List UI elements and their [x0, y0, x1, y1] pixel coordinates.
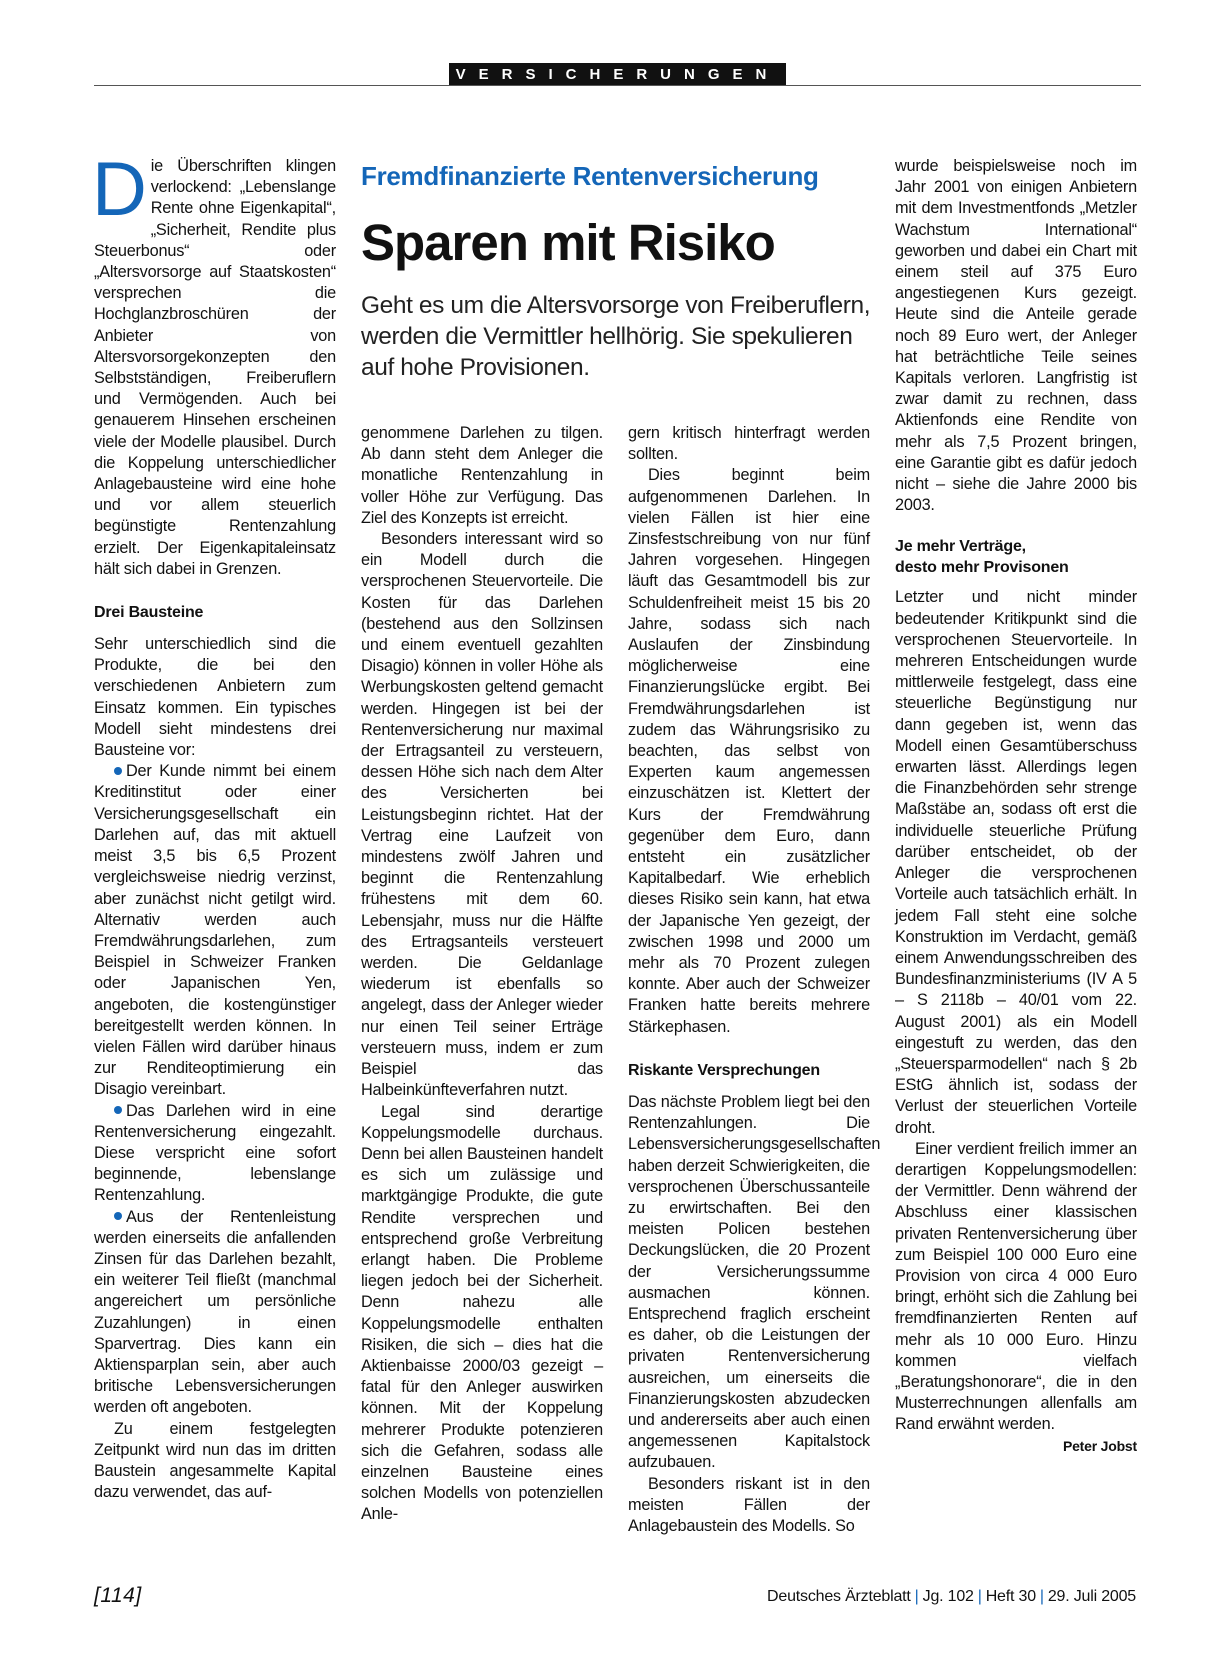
paragraph: Sehr unterschiedlich sind die Produkte, die bei den verschiedenen Anbietern zum Einsatz kommen. Ein typisches Modell sieht mindestens drei Bausteine vor:: [94, 635, 336, 760]
paragraph: Dies beginnt beim aufgenommenen Darlehen. In vielen Fällen ist hier eine Zinsfestschreibung von nur fünf Jahren vorgesehen. Hingegen läuft das Gesamtmodell bis zur Schuldenfreiheit meist 15 bis 20 Jahre, sodass sich nach Auslaufen der Zinsbindung möglicherweise eine Finanzierungslücke ergibt. Bei Fremdwährungsdarlehen ist zudem das Währungsrisiko zu beachten, das selbst von Experten kaum angemessen einzuschätzen ist. Klettert der Kurs der Fremdwährung gegenüber dem Euro, dann entsteht ein zusätzlicher Kapitalbedarf. Wie erheblich dieses Risiko sein kann, hat etwa der Japanische Yen gezeigt, der zwischen 1998 und 2000 um mehr als 70 Prozent zulegen konnte. Aber auch der Schweizer Franken hatte bereits mehrere Stärkephasen.: [628, 466, 870, 1036]
separator: |: [914, 1588, 919, 1605]
separator: |: [977, 1588, 982, 1605]
bullet-dot-icon: [114, 767, 122, 775]
article-lead: Geht es um die Altersvorsorge von Freiberuflern, werden die Vermittler hellhörig. Sie spekulieren auf hohe Provisionen.: [361, 292, 871, 381]
journal-citation: [767, 1588, 1136, 1606]
bullet-dot-icon: [114, 1212, 122, 1220]
bullet-dot-icon: [114, 1106, 122, 1114]
subheading-drei-bausteine: Drei Bausteine: [94, 604, 204, 622]
subheading-riskante-versprechungen: Riskante Versprechungen: [628, 1061, 820, 1079]
paragraph: gern kritisch hinterfragt werden sollten.: [628, 424, 870, 464]
journal-name: Deutsches Ärzteblatt: [767, 1588, 911, 1605]
column-2: [361, 423, 603, 1526]
intro-paragraph: Die Überschriften klingen verlockend: „Lebenslange Rente ohne Eigenkapital“, „Sicherheit, Rendite plus Steuerbonus“ oder „Altersvorsorge auf Staatskosten“ versprechen die Hochglanzbroschüren der Anbieter von Altersvorsorgekonzepten den Selbstständigen, Freiberuflern und Vermögenden. Auch bei genauerem Hinsehen erscheinen viele der Modelle plausibel. Durch die Koppelung unterschiedlicher Anlagebausteine wird eine hohe und vor allem steuerlich begünstigte Rentenzahlung erzielt. Der Eigenkapitaleinsatz hält sich dabei in Grenzen.: [92, 147, 336, 578]
paragraph: wurde beispielsweise noch im Jahr 2001 von einigen Anbietern mit dem Investmentfonds „Metzler Wachstum International“ geworben und dabei ein Chart mit einem steil auf 375 Euro angestiegenen Kurs gezeigt. Heute sind die Anteile gerade noch 89 Euro wert, der Anleger hat beträchtliche Teile seines Kapitals verloren. Langfristig ist zwar damit zu rechnen, dass Aktienfonds eine Rendite von mehr als 7,5 Prozent bringen, eine Garantie gibt es dafür jedoch nicht – siehe die Jahre 2000 bis 2003.: [895, 157, 1137, 515]
bullet-item: Das Darlehen wird in eine Rentenversicherung eingezahlt. Diese verspricht eine sofort beginnende, lebenslange Rentenzahlung.: [94, 1101, 336, 1205]
journal-date: 29. Juli 2005: [1047, 1588, 1136, 1605]
subheading-provisionen: Je mehr Verträge, desto mehr Provisonen: [895, 538, 1069, 577]
separator: |: [1039, 1588, 1044, 1605]
paragraph: Legal sind derartige Koppelungsmodelle durchaus. Denn bei allen Bausteinen handelt es sich um zulässige und marktgängige Produkte, die gute Rendite versprechen und entsprechend große Verbreitung erlangt haben. Die Probleme liegen jedoch bei der Sicherheit. Denn nahezu alle Koppelungsmodelle enthalten Risiken, die sich – dies hat die Aktienbaisse 2000/03 gezeigt – fatal für den Anleger auswirken können. Mit der Koppelung mehrerer Produkte potenzieren sich die Gefahren, sodass alle einzelnen Bausteine eines solchen Modells von potenziellen Anle-: [361, 1102, 603, 1524]
drop-cap: D: [92, 147, 147, 232]
header-rule: [94, 85, 1141, 86]
article-kicker: Fremdfinanzierte Rentenversicherung: [361, 161, 819, 191]
journal-issue: Heft 30: [985, 1588, 1036, 1605]
section-label: VERSICHERUNGEN: [449, 63, 786, 86]
paragraph: genommene Darlehen zu tilgen. Ab dann steht dem Anleger die monatliche Rentenzahlung in voller Höhe zur Verfügung. Das Ziel des Konzepts ist erreicht.: [361, 424, 603, 527]
paragraph: Besonders interessant wird so ein Modell durch die versprochenen Steuervorteile. Die Kosten für das Darlehen (bestehend aus den Sollzinsen und einem eventuell gezahlten Disagio) können in voller Höhe als Werbungskosten geltend gemacht werden. Hingegen ist bei der Rentenversicherung nur maximal der Ertragsanteil zu versteuern, dessen Höhe sich nach dem Alter des Versicherten bei Leistungsbeginn richtet. Hat der Vertrag eine Laufzeit von mindestens zwölf Jahren und beginnt die Rentenzahlung frühestens mit dem 60. Lebensjahr, muss nur die Hälfte des Ertragsanteils versteuert werden. Die Geldanlage wiederum ist ebenfalls so angelegt, dass der Anleger wieder nur einen Teil seiner Erträge versteuern muss, indem er zum Beispiel das Halbeinkünfteverfahren nutzt.: [361, 530, 603, 1100]
page-number: [114]: [94, 1584, 142, 1607]
paragraph: Besonders riskant ist in den meisten Fällen der Anlagebaustein des Modells. So: [628, 1474, 870, 1535]
bullet-item: Aus der Rentenleistung werden einerseits die anfallenden Zinsen für das Darlehen bezahlt, ein weiterer Teil fließt (manchmal angereichert um persönliche Zuzahlungen) in einen Sparvertrag. Dies kann ein Aktiensparplan sein, aber auch britische Lebensversicherungen werden oft angeboten.: [94, 1207, 336, 1417]
column-1: [92, 147, 336, 1503]
journal-volume: Jg. 102: [922, 1588, 974, 1605]
author-byline: Peter Jobst: [1062, 1437, 1137, 1454]
paragraph: Letzter und nicht minder bedeutender Kritikpunkt sind die versprochenen Steuervorteile. In mehreren Entscheidungen wurde mittlerweile festgelegt, dass eine steuerliche Begünstigung nur dann gegeben ist, wenn das Modell einen Gesamtüberschuss erwarten lässt. Allerdings legen die Finanzbehörden sehr strenge Maßstäbe an, sodass oft erst die individuelle steuerliche Prüfung darüber entscheidet, ob der Anleger die versprochenen Vorteile auch tatsächlich erhält. In jedem Fall steht eine solche Konstruktion im Verdacht, gemäß einem Anwendungsschreiben des Bundesfinanzministeriums (IV A 5 – S 2118b – 40/01 vom 22. August 2001) als ein Modell eingestuft zu werden, das den „Steuersparmodellen“ nach § 2b EStG ähnlich ist, sodass der Verlust der steuerlichen Vorteile droht.: [895, 588, 1137, 1137]
column-3: [628, 423, 881, 1537]
column-4: [895, 156, 1137, 1457]
paragraph: Das nächste Problem liegt bei den Rentenzahlungen. Die Lebensversicherungsgesellschaften haben derzeit Schwierigkeiten, die versprochenen Überschussanteile zu erwirtschaften. Bei den meisten Policen bestehen Deckungslücken, die 20 Prozent der Versicherungssumme ausmachen können. Entsprechend fraglich erscheint es daher, ob die Leistungen der privaten Rentenversicherung ausreichen, um einerseits die Finanzierungskosten abzudecken und andererseits aber auch einen angemessenen Kapitalstock aufzubauen.: [628, 1092, 881, 1472]
paragraph: Zu einem festgelegten Zeitpunkt wird nun das im dritten Baustein angesammelte Kapital dazu verwendet, das auf-: [94, 1419, 336, 1502]
article-title: Sparen mit Risiko: [361, 214, 775, 271]
bullet-item: Der Kunde nimmt bei einem Kreditinstitut oder einer Versicherungsgesellschaft ein Darlehen auf, das mit aktuell meist 3,5 bis 6,5 Prozent vergleichsweise niedrig verzinst, aber zunächst nicht getilgt wird. Alternativ werden auch Fremdwährungsdarlehen, zum Beispiel in Schweizer Franken oder Japanischen Yen, angeboten, die kostengünstiger bereitgestellt werden können. In vielen Fällen wird darüber hinaus zur Renditeoptimierung ein Disagio vereinbart.: [94, 762, 336, 1099]
paragraph: Einer verdient freilich immer an derartigen Koppelungsmodellen: der Vermittler. Denn während der Abschluss einer klassischen privaten Rentenversicherung über zum Beispiel 100 000 Euro eine Provision von circa 4 000 Euro bringt, erhöht sich die Zahlung bei fremdfinanzierten Renten auf mehr als 10 000 Euro. Hinzu kommen vielfach „Beratungshonorare“, die in den Musterrechnungen allenfalls am Rand erwähnt werden. Peter Jobst: [895, 1139, 1137, 1436]
